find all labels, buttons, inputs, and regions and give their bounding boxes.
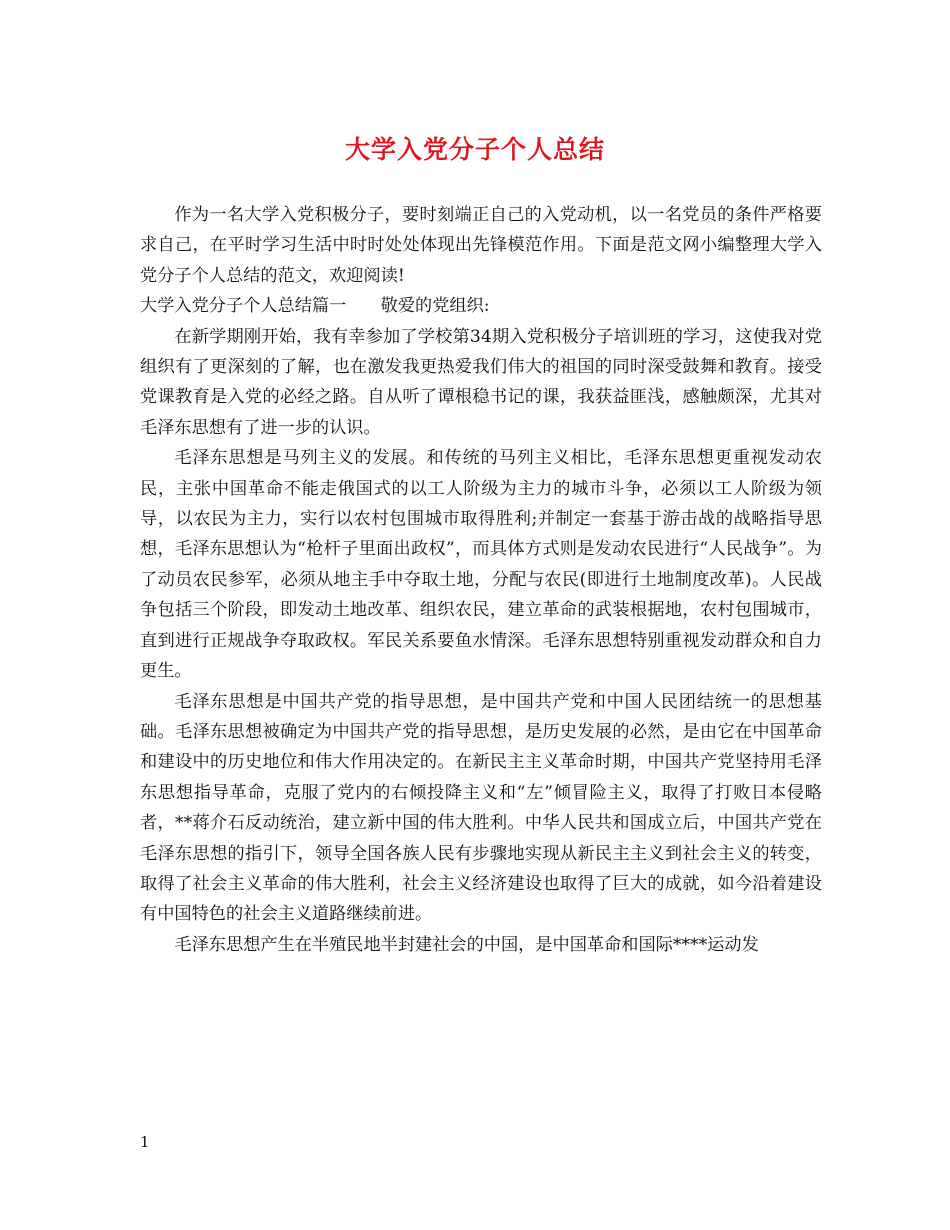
page-number: 1: [140, 1133, 150, 1151]
section-heading: 大学入党分子个人总结篇一 敬爱的党组织:: [140, 296, 490, 317]
document-body: [140, 200, 822, 960]
body-paragraph: 毛泽东思想产生在半殖民地半封建社会的中国，是中国革命和国际****运动发: [174, 934, 759, 955]
body-paragraph: 毛泽东思想是中国共产党的指导思想，是中国共产党和中国人民团结统一的思想基础。毛泽东思想被确定为中国共产党的指导思想，是历史发展的必然，是由它在中国革命和建设中的历史地位和伟大作用决定的。在新民主主义革命时期，中国共产党坚持用毛泽东思想指导革命，克服了党内的右倾投降主义和“左”倾冒险主义，取得了打败日本侵略者，**蒋介石反动统治，建立新中国的伟大胜利。中华人民共和国成立后，中国共产党在毛泽东思想的指引下，领导全国各族人民有步骤地实现从新民主主义到社会主义的转变，取得了社会主义革命的伟大胜利，社会主义经济建设也取得了巨大的成就，如今沿着建设有中国特色的社会主义道路继续前进。: [140, 691, 822, 925]
document-title: 大学入党分子个人总结: [344, 135, 605, 164]
body-paragraph: 在新学期刚开始，我有幸参加了学校第34期入党积极分子培训班的学习，这使我对党组织有了更深刻的了解，也在激发我更热爱我们伟大的祖国的同时深受鼓舞和教育。接受党课教育是入党的必经之路。自从听了谭根稳书记的课，我获益匪浅，感触颇深，尤其对毛泽东思想有了进一步的认识。: [140, 326, 822, 438]
intro-paragraph: 作为一名大学入党积极分子，要时刻端正自己的入党动机，以一名党员的条件严格要求自己，在平时学习生活中时时处处体现出先锋模范作用。下面是范文网小编整理大学入党分子个人总结的范文，欢迎阅读!: [140, 205, 822, 286]
body-paragraph: 毛泽东思想是马列主义的发展。和传统的马列主义相比，毛泽东思想更重视发动农民，主张中国革命不能走俄国式的以工人阶级为主力的城市斗争，必须以工人阶级为领导，以农民为主力，实行以农村包围城市取得胜利;并制定一套基于游击战的战略指导思想，毛泽东思想认为“枪杆子里面出政权”，而具体方式则是发动农民进行“人民战争”。为了动员农民参军，必须从地主手中夺取土地，分配与农民(即进行土地制度改革)。人民战争包括三个阶段，即发动土地改革、组织农民，建立革命的武装根据地，农村包围城市，直到进行正规战争夺取政权。军民关系要鱼水情深。毛泽东思想特别重视发动群众和自力更生。: [140, 448, 822, 682]
